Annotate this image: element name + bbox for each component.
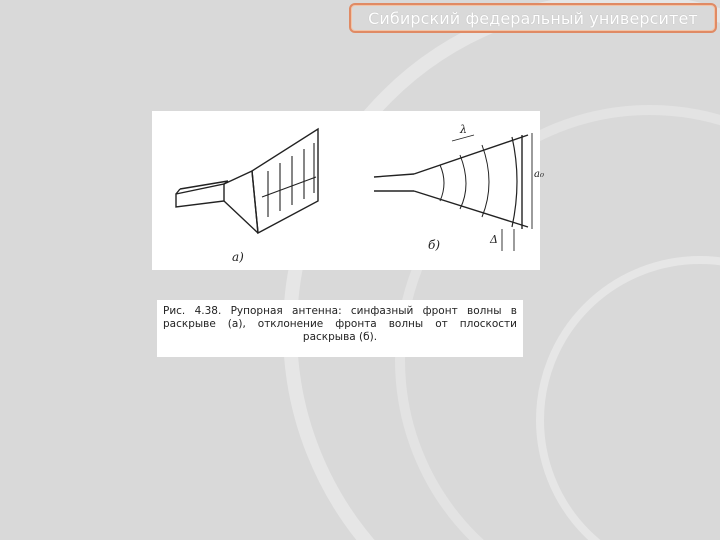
horn-antenna-figure <box>152 111 544 270</box>
label-lambda: λ <box>460 123 467 136</box>
figure-caption <box>157 300 523 357</box>
label-b: б) <box>428 238 441 252</box>
caption-line-1: Рис. 4.38. Рупорная антенна: синфазный фронт волны в <box>163 305 517 317</box>
university-badge <box>349 3 717 33</box>
university-name: Сибирский федеральный университет <box>368 8 698 28</box>
horn-section-drawing <box>374 133 532 251</box>
label-delta: Δ <box>490 233 498 246</box>
caption-line-3: раскрыва (б). <box>302 331 378 343</box>
label-a: а) <box>232 250 244 264</box>
label-aperture: a₀ <box>534 169 544 180</box>
caption-line-2: раскрыве (а), отклонение фронта волны от плоскости <box>163 318 517 330</box>
horn-perspective-drawing <box>176 129 318 233</box>
